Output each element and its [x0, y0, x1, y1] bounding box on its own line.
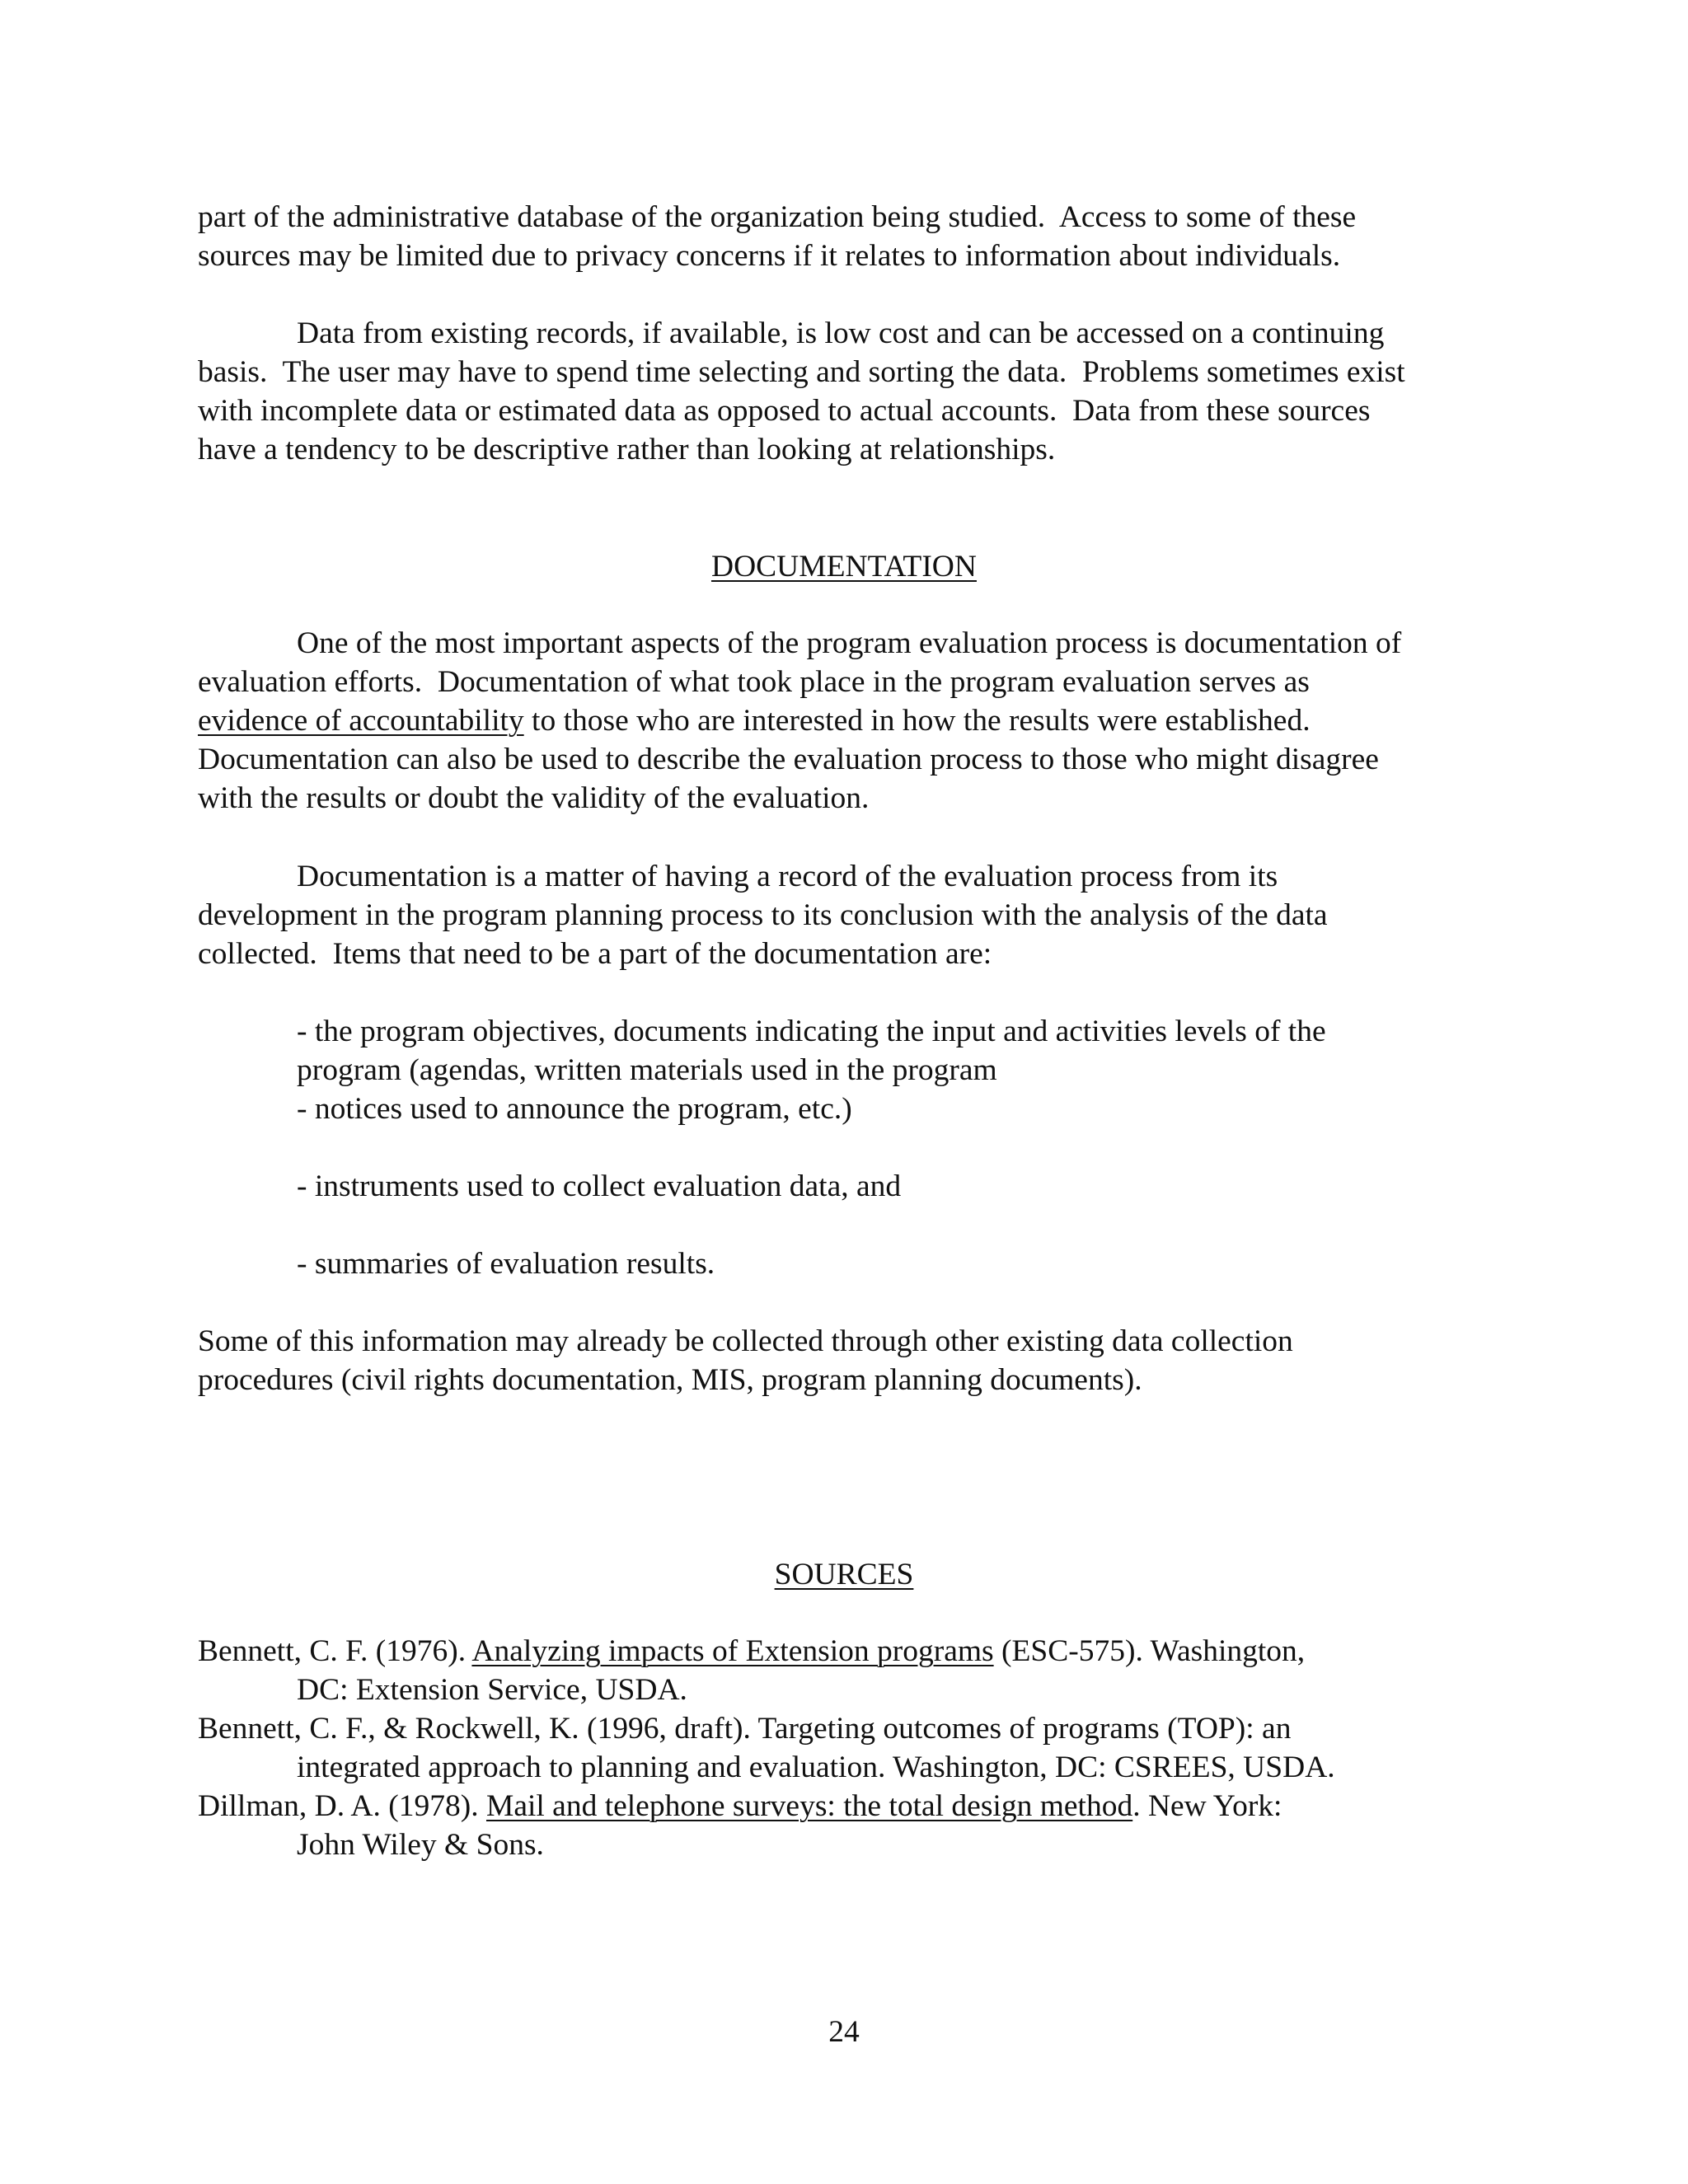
text-line [198, 701, 1500, 740]
text-line: integrated approach to planning and evaluation. Washington, DC: CSREES, USDA. [297, 1750, 1335, 1784]
text-line: with the results or doubt the validity of the evaluation. [198, 781, 870, 815]
source-details: . New York: [1132, 1789, 1282, 1823]
documentation-paragraph-2 [198, 857, 1500, 973]
text-line: Documentation can also be used to describe the evaluation process to those who might disagree [198, 743, 1379, 776]
documentation-item-3 [198, 1167, 1500, 1206]
documentation-heading-text: DOCUMENTATION [711, 550, 977, 583]
text-line: basis. The user may have to spend time selecting and sorting the data. Problems sometimes exist [198, 355, 1405, 389]
text-segment: to those who are interested in how the results were established. [523, 704, 1311, 738]
sources-heading-text: SOURCES [774, 1558, 914, 1591]
source-entry-3 [198, 1787, 1500, 1864]
text-line [198, 1632, 1500, 1671]
text-line [198, 1787, 1500, 1825]
text-line: One of the most important aspects of the program evaluation process is documentation of [297, 626, 1402, 660]
text-line: sources may be limited due to privacy concerns if it relates to information about individuals. [198, 239, 1341, 273]
source-entry-2 [198, 1709, 1500, 1787]
text-line: Some of this information may already be collected through other existing data collection [198, 1324, 1293, 1358]
source-title: Mail and telephone surveys: the total design method [485, 1789, 1133, 1823]
list-item-line: - instruments used to collect evaluation data, and [297, 1169, 902, 1203]
text-line: Documentation is a matter of having a record of the evaluation process from its [297, 860, 1278, 893]
sources-heading [0, 1555, 1688, 1594]
text-line: development in the program planning process to its conclusion with the analysis of the data [198, 898, 1328, 932]
documentation-paragraph-1 [198, 624, 1500, 818]
list-item-line: - the program objectives, documents indicating the input and activities levels of the [297, 1015, 1326, 1048]
text-line: have a tendency to be descriptive rather than looking at relationships. [198, 433, 1056, 466]
list-item-line: program (agendas, written materials used in the program [297, 1053, 997, 1087]
source-title: Analyzing impacts of Extension programs [471, 1634, 994, 1668]
source-author: Dillman, D. A. (1978). [198, 1789, 486, 1823]
source-entry-1 [198, 1632, 1500, 1709]
text-line: part of the administrative database of the organization being studied. Access to some of these [198, 200, 1357, 234]
text-line: Data from existing records, if available, is low cost and can be accessed on a continuing [297, 316, 1385, 350]
accountability-phrase: evidence of accountability [198, 704, 524, 738]
text-line: evaluation efforts. Documentation of what took place in the program evaluation serves as [198, 665, 1310, 699]
text-line: with incomplete data or estimated data as opposed to actual accounts. Data from these sources [198, 394, 1371, 428]
text-line: John Wiley & Sons. [297, 1828, 544, 1862]
page-number: 24 [828, 2015, 860, 2049]
documentation-item-2 [198, 1090, 1500, 1128]
documentation-item-1 [198, 1012, 1500, 1090]
documentation-item-4 [198, 1244, 1500, 1283]
text-line: DC: Extension Service, USDA. [297, 1673, 687, 1707]
text-line: Bennett, C. F., & Rockwell, K. (1996, draft). Targeting outcomes of programs (TOP): an [198, 1712, 1292, 1746]
documentation-closing-paragraph [198, 1322, 1500, 1399]
source-details: (ESC-575). Washington, [993, 1634, 1306, 1668]
text-line: procedures (civil rights documentation, MIS, program planning documents). [198, 1363, 1142, 1397]
documentation-heading [0, 547, 1688, 586]
intro-paragraph [198, 198, 1500, 275]
text-line: collected. Items that need to be a part of the documentation are: [198, 937, 992, 971]
existing-records-paragraph [198, 314, 1500, 469]
source-author: Bennett, C. F. (1976). [198, 1634, 472, 1668]
list-item-line: - summaries of evaluation results. [297, 1247, 715, 1281]
list-item-line: - notices used to announce the program, etc.) [297, 1092, 852, 1126]
